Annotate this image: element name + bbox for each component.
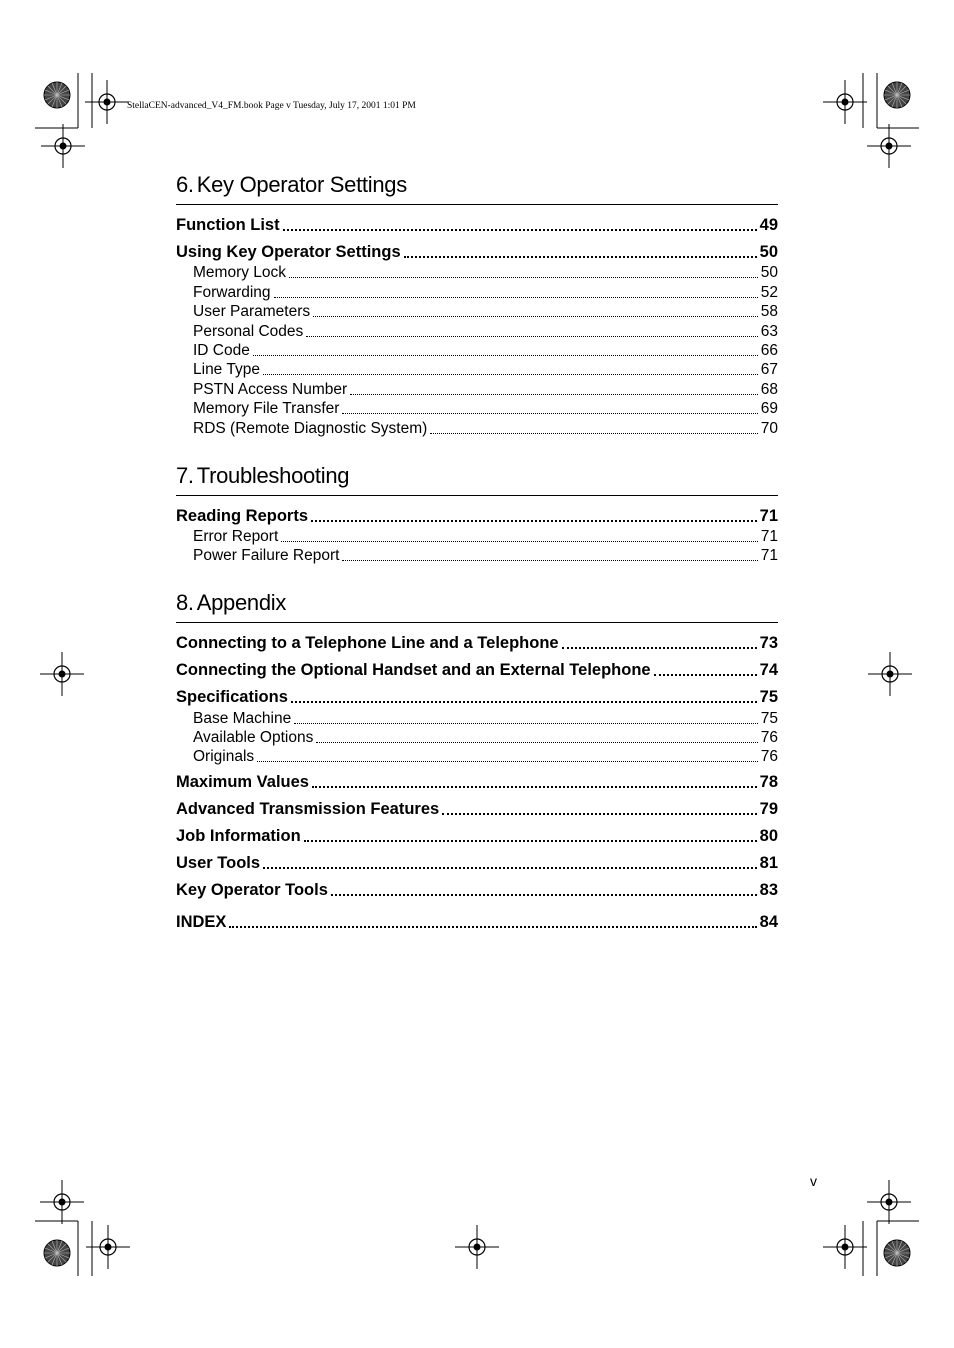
leader-dots [257,761,758,762]
crosshair-icon [823,1225,867,1269]
toc-entry-page: 75 [759,688,778,707]
toc-entry-label: User Parameters [193,303,311,321]
toc-entry-label: Function List [176,216,280,234]
toc-entry-page: 68 [760,380,778,398]
leader-dots [229,926,756,928]
toc-entry-label: Available Options [193,729,314,747]
toc-entry[interactable] [176,681,778,708]
toc-entry-page: 66 [760,341,778,359]
toc-subentry[interactable] [176,546,778,565]
leader-dots [562,647,757,649]
toc-entry-page: 71 [759,506,778,525]
section-heading [176,166,778,205]
toc-entry[interactable] [176,654,778,681]
toc-entry-page: 73 [759,634,778,653]
toc-entry-page: 71 [760,527,778,545]
star-target-icon [44,82,70,108]
toc-entry[interactable] [176,847,778,874]
crosshair-icon [41,124,85,168]
leader-dots [304,840,757,842]
toc-entry-index[interactable] [176,906,778,933]
toc-entry-label: ID Code [193,341,250,359]
toc-entry-label: Memory File Transfer [193,400,340,418]
toc-entry[interactable] [176,236,778,263]
section-number: 7. [176,462,194,488]
leader-dots [263,374,758,375]
toc-entry-page: 67 [760,361,778,379]
toc-entry-page: 78 [759,773,778,792]
toc-entry-label: Maximum Values [176,773,309,792]
toc-entry[interactable] [176,793,778,820]
leader-dots [442,813,756,815]
toc-entry-label: Reading Reports [176,506,309,525]
leader-dots [404,256,757,258]
toc-entry-label: INDEX [176,913,227,932]
toc-entry-label: Personal Codes [193,322,304,340]
toc-subentry[interactable] [176,708,778,727]
toc-subentry[interactable] [176,282,778,301]
crosshair-icon [823,80,867,124]
leader-dots [274,297,758,298]
toc-entry-label: Memory Lock [193,264,287,282]
toc-subentry[interactable] [176,263,778,282]
toc-subentry[interactable] [176,418,778,437]
toc-entry-page: 49 [759,216,778,234]
toc-subentry[interactable] [176,302,778,321]
toc-entry-label: Line Type [193,361,260,379]
toc-entry-page: 80 [759,827,778,846]
toc-entry[interactable] [176,500,778,527]
toc-entry-label: Specifications [176,688,288,707]
leader-dots [313,316,758,317]
toc-entry-page: 79 [759,800,778,819]
crosshair-icon [86,1225,130,1269]
leader-dots [281,541,757,542]
toc-entry-label: Key Operator Tools [176,881,328,900]
section-heading [176,584,778,623]
star-target-icon [884,82,910,108]
toc-entry-label: Job Information [176,827,301,846]
toc-entry-page: 63 [760,322,778,340]
star-target-icon [884,1240,910,1266]
toc-entry-label: Connecting the Optional Handset and an External Telephone [176,661,651,680]
toc-entry-label: Using Key Operator Settings [176,243,401,261]
leader-dots [331,894,757,896]
toc-subentry[interactable] [176,321,778,340]
toc-entry-page: 52 [760,283,778,301]
toc-subentry[interactable] [176,527,778,546]
leader-dots [289,277,758,278]
toc-entry-label: Forwarding [193,283,271,301]
toc-section [176,166,778,438]
crosshair-icon [867,1180,911,1224]
toc-entry-page: 74 [759,661,778,680]
section-number: 6. [176,172,194,197]
crosshair-icon [40,1180,84,1224]
toc-entry-page: 81 [759,854,778,873]
toc-subentry[interactable] [176,399,778,418]
toc-entry-page: 76 [760,748,778,766]
star-target-icon [44,1240,70,1266]
toc-entry-page: 70 [760,419,778,437]
toc-entry[interactable] [176,874,778,901]
table-of-contents [176,166,778,933]
toc-entry[interactable] [176,820,778,847]
crosshair-icon [867,124,911,168]
section-title: Appendix [196,590,287,616]
leader-dots [350,394,758,395]
toc-entry[interactable] [176,766,778,793]
toc-entry-page: 50 [759,243,778,261]
toc-subentry[interactable] [176,341,778,360]
toc-entry-page: 71 [760,547,778,565]
leader-dots [342,560,757,561]
section-gap [176,565,778,584]
leader-dots [294,723,758,724]
toc-entry-label: Originals [193,748,255,766]
leader-dots [316,742,757,743]
toc-entry-page: 75 [760,709,778,727]
leader-dots [283,229,757,231]
leader-dots [312,786,757,788]
toc-entry-page: 76 [760,729,778,747]
toc-entry-label: RDS (Remote Diagnostic System) [193,419,428,437]
toc-subentry[interactable] [176,747,778,766]
toc-entry-page: 58 [760,303,778,321]
leader-dots [430,433,757,434]
toc-entry-label: User Tools [176,854,261,873]
toc-subentry[interactable] [176,379,778,398]
leader-dots [342,413,757,414]
toc-subentry[interactable] [176,728,778,747]
page-number: v [810,1173,817,1189]
section-title: Key Operator Settings [196,172,407,197]
toc-entry-page: 50 [760,264,778,282]
leader-dots [654,674,757,676]
toc-entry[interactable] [176,209,778,236]
leader-dots [263,867,757,869]
toc-entry-label: Advanced Transmission Features [176,800,440,819]
toc-entry-label: Power Failure Report [193,547,340,565]
crosshair-icon [455,1225,499,1269]
toc-entry-page: 83 [759,881,778,900]
crosshair-icon [40,652,84,696]
section-number: 8. [176,590,194,616]
section-title: Troubleshooting [196,462,350,488]
toc-entry-label: Connecting to a Telephone Line and a Telephone [176,634,559,653]
leader-dots [311,520,757,522]
crosshair-icon [868,652,912,696]
toc-entry-label: Error Report [193,527,279,545]
print-header: StellaCEN-advanced_V4_FM.book Page v Tuesday, July 17, 2001 1:01 PM [127,101,416,111]
leader-dots [291,701,757,703]
toc-subentry[interactable] [176,360,778,379]
toc-section [176,584,778,901]
section-gap [176,438,778,457]
toc-entry-page: 84 [759,913,778,932]
leader-dots [306,336,757,337]
leader-dots [253,355,758,356]
toc-entry-label: PSTN Access Number [193,380,348,398]
toc-entry[interactable] [176,627,778,654]
toc-section [176,457,778,566]
toc-entry-label: Base Machine [193,709,292,727]
section-heading [176,457,778,496]
toc-entry-page: 69 [760,400,778,418]
